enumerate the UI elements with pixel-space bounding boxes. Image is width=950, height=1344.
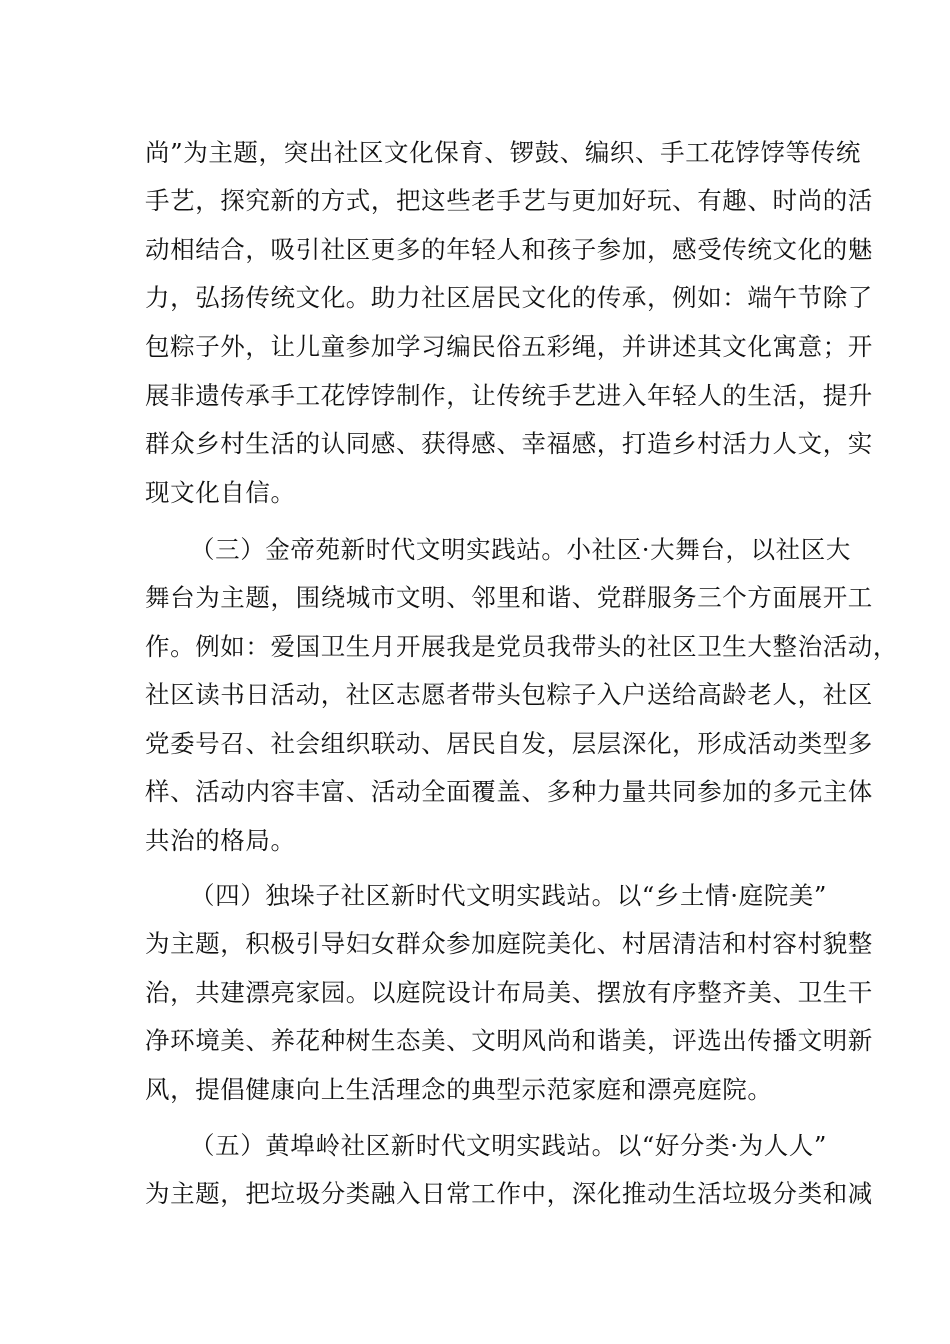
- text-line: 为主题，把垃圾分类融入日常工作中，深化推动生活垃圾分类和减: [145, 1179, 873, 1208]
- text-line: 共治的格局。: [145, 826, 296, 855]
- text-line: 群众乡村生活的认同感、获得感、幸福感，打造乡村活力人文，实: [145, 429, 873, 458]
- text-line: 社区读书日活动，社区志愿者带头包粽子入户送给高龄老人，社区: [145, 680, 873, 709]
- text-line: 作。例如：爱国卫生月开展我是党员我带头的社区卫生大整治活动，: [145, 632, 898, 661]
- text-line: 力，弘扬传统文化。助力社区居民文化的传承，例如：端午节除了: [145, 283, 873, 312]
- paragraph-heading-line: （五）黄埠岭社区新时代文明实践站。以“好分类·为人人”: [190, 1131, 828, 1160]
- text-line: 样、活动内容丰富、活动全面覆盖、多种力量共同参加的多元主体: [145, 777, 873, 806]
- text-line: 净环境美、养花种树生态美、文明风尚和谐美，评选出传播文明新: [145, 1026, 873, 1055]
- text-line: 展非遗传承手工花饽饽制作，让传统手艺进入年轻人的生活，提升: [145, 381, 873, 410]
- text-line: 舞台为主题，围绕城市文明、邻里和谐、党群服务三个方面展开工: [145, 583, 873, 612]
- text-line: 包粽子外，让儿童参加学习编民俗五彩绳，并讲述其文化寓意；开: [145, 332, 873, 361]
- text-line: 党委号召、社会组织联动、居民自发，层层深化，形成活动类型多: [145, 729, 873, 758]
- paragraph-heading-line: （四）独垛子社区新时代文明实践站。以“乡土情·庭院美”: [190, 881, 828, 910]
- text-line: 现文化自信。: [145, 478, 296, 507]
- text-line: 为主题，积极引导妇女群众参加庭院美化、村居清洁和村容村貌整: [145, 929, 873, 958]
- text-line: 风，提倡健康向上生活理念的典型示范家庭和漂亮庭院。: [145, 1075, 773, 1104]
- text-line: 动相结合，吸引社区更多的年轻人和孩子参加，感受传统文化的魅: [145, 235, 873, 264]
- text-line: 尚”为主题，突出社区文化保育、锣鼓、编织、手工花饽饽等传统: [145, 138, 861, 167]
- paragraph-heading-line: （三）金帝苑新时代文明实践站。小社区·大舞台，以社区大: [190, 535, 851, 564]
- text-line: 治，共建漂亮家园。以庭院设计布局美、摆放有序整齐美、卫生干: [145, 978, 873, 1007]
- text-line: 手艺，探究新的方式，把这些老手艺与更加好玩、有趣、时尚的活: [145, 186, 873, 215]
